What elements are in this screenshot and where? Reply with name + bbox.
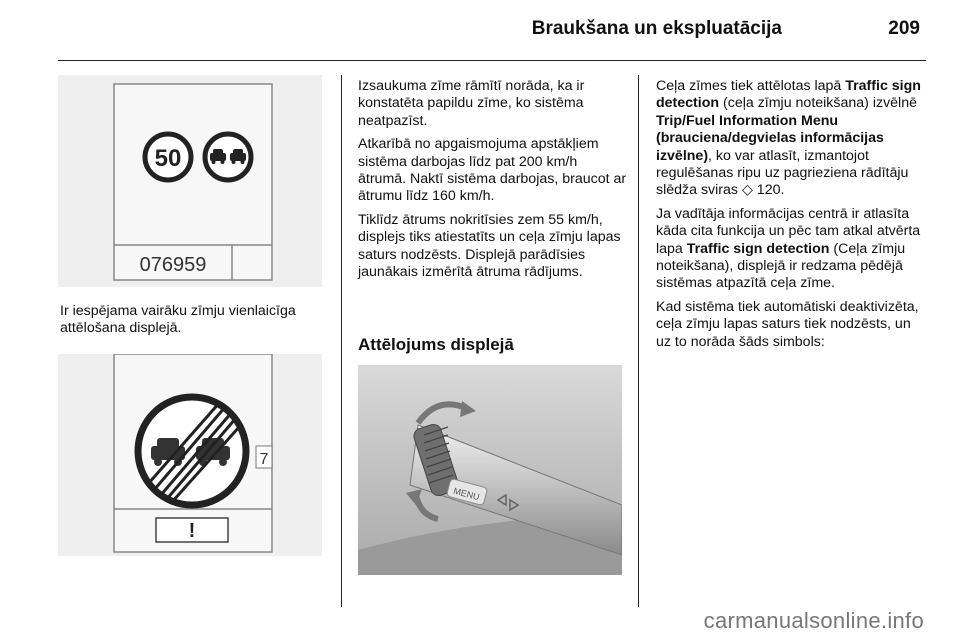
header-rule [58, 60, 926, 61]
page-header-title: Braukšana un ekspluatācija [531, 18, 782, 39]
paragraph: Ceļa zīmes tiek attēlotas lapā Traffic sign detection (ceļa zīmju noteikšana) izvēlnē Trip/Fuel Information Menu (brauciena/degvielas informācijas izvēlne), ko var atlasīt, izmantojot regulēšanas ripu uz pagrieziena rādītāju slēdža sviras ◇ 120. [656, 78, 921, 199]
section-heading: Attēlojums displejā [358, 335, 514, 354]
page-reference: ◇ 120. [741, 182, 785, 199]
menu-trip-fuel-information: Trip/Fuel Information Menu (brauciena/degvielas informācijas izvēlne) [656, 112, 884, 164]
paragraph: Tiklīdz ātrums nokritīsies zem 55 km/h, displejs tiks atiestatīts un ceļa zīmju lapas saturs nodzēsts. Displejā parādīsies jaunākais izmērītā ātruma rādījums. [358, 211, 621, 281]
column-divider-2 [638, 75, 639, 607]
unrecognized-sign-symbol: ! [188, 520, 196, 542]
paragraph: Ja vadītāja informācijas centrā ir atlasīta kāda cita funkcija un pēc tam atkal atvērta lapa Traffic sign detection (Ceļa zīmju noteikšana), displejā ir redzama pēdējā sistēmas atpazītā ceļa zīme. [656, 205, 921, 292]
paragraph: Izsaukuma zīme rāmītī norāda, ka ir konstatēta papildu zīme, ko sistēma neatpazīst. [358, 78, 585, 129]
right-column-text [656, 78, 924, 357]
menu-button-label: MENU [452, 485, 481, 503]
display-code: 076959 [139, 254, 207, 276]
paragraph: Atkarībā no apgaismojuma apstākļiem sistēma darbojas līdz pat 200 km/h ātrumā. Naktī sistēma darbojas, braucot ar ātrumu līdz 160 km/h. [358, 136, 627, 205]
speed-limit-value: 50 [154, 145, 182, 172]
figure-display-signs [58, 75, 322, 287]
figure-end-no-overtaking [58, 354, 322, 556]
column-divider-1 [341, 75, 342, 607]
watermark: carmanualsonline.info [703, 608, 924, 633]
page-number: 209 [888, 18, 920, 39]
small-label: 7 [259, 451, 269, 468]
middle-column-text [358, 78, 628, 287]
figure-turn-signal-lever [358, 365, 622, 575]
caption-multiple-signs: Ir iespējama vairāku zīmju vienlaicīga attēlošana displejā. [60, 303, 296, 337]
menu-item-traffic-sign-detection: Traffic sign detection [686, 240, 830, 257]
menu-item-traffic-sign-detection: Traffic sign detection [656, 78, 921, 112]
paragraph: Kad sistēma tiek automātiski deaktivizēta, ceļa zīmju lapas saturs tiek nodzēsts, un uz to norāda šāds simbols: [656, 298, 919, 350]
